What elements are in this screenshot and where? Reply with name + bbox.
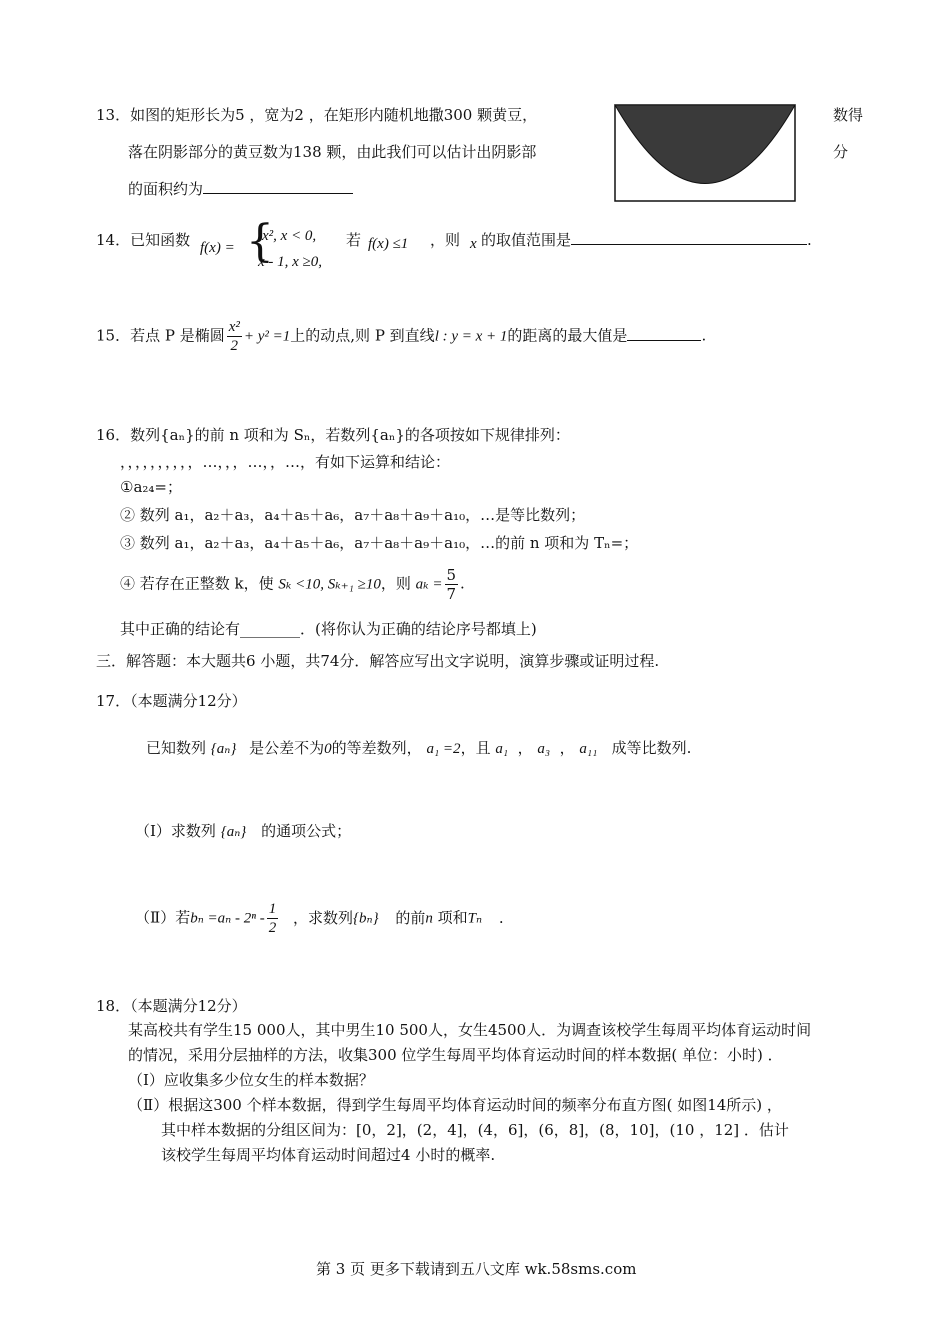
q17-part1-a: （Ⅰ）求数列 <box>135 822 216 840</box>
q13-line1-tail: 数得 <box>833 106 864 124</box>
q17-a1eq: a₁ =2 <box>426 741 461 757</box>
q18-line6: 该校学生每周平均体育运动时间超过4 小时的概率. <box>161 1146 496 1164</box>
q17-n: n <box>425 910 433 927</box>
q13-line2: 落在阴影部分的黄豆数为138 颗，由此我们可以估计出阴影部 <box>128 143 537 161</box>
q18-head: 18．（本题满分12分） <box>96 997 247 1015</box>
q17-half-num: 1 <box>268 901 277 917</box>
q17-part2-e: . <box>498 908 504 927</box>
q18-line1: 某高校共有学生15 000人，其中男生10 500人，女生4500人．为调查该校学生每周平均体育运动时间 <box>128 1021 812 1039</box>
q17-line1-c: 的等差数列， <box>331 739 422 757</box>
q17-seq: {aₙ} <box>210 741 237 757</box>
q18-line2: 的情况，采用分层抽样的方法，收集300 位学生每周平均体育运动时间的样本数据( 单位：小时) ． <box>128 1046 783 1064</box>
q16-line2: ，，，，，，，，，，…，，，…，，…，有如下运算和结论： <box>120 453 451 471</box>
q18-line4: （Ⅱ）根据这300 个样本数据，得到学生每周平均体育运动时间的频率分布直方图( 如图14所示) ， <box>128 1096 782 1114</box>
q17-part2-c: 的前 <box>395 908 426 927</box>
q13-line2-tail: 分 <box>833 143 849 161</box>
q17-Tn: Tₙ <box>467 910 483 927</box>
q17-part2-d: 项和 <box>437 908 468 927</box>
q15-fraction <box>227 318 242 355</box>
q13-line1: 13．如图的矩形长为5 ，宽为2 ，在矩形内随机地撒300 颗黄豆， <box>96 106 538 124</box>
answer-blank <box>203 179 353 194</box>
rectangle-figure <box>614 104 796 202</box>
q17-part2-b: ，求数列 <box>292 908 353 927</box>
q18-line5: 其中样本数据的分组区间为：[0，2]，(2，4]，(4，6]，(6，8]，(8，10]，(10 ，12] ．估计 <box>161 1121 789 1139</box>
answer-blank <box>571 230 807 245</box>
q17-a1: a₁ <box>495 741 509 757</box>
q15-den: 2 <box>230 338 239 354</box>
q17-half-den: 2 <box>268 920 277 936</box>
q16-item4 <box>120 566 465 603</box>
q13-line3 <box>128 179 353 199</box>
q14-post-text: 的取值范围是 <box>481 231 572 249</box>
q17-part1-seq: {aₙ} <box>220 824 247 840</box>
q16-item4-num: 5 <box>446 566 457 584</box>
q17-line1-d: ，且 <box>460 739 491 757</box>
q17-a11: a₁₁ <box>579 741 598 757</box>
q16-item4-end: . <box>460 574 465 593</box>
section3-heading: 三．解答题：本大题共6 小题，共74分．解答应写出文字说明，演算步骤或证明过程. <box>96 652 660 670</box>
q15-num: x² <box>228 319 240 335</box>
q17-line1-e: 成等比数列. <box>611 739 692 757</box>
q17-part2 <box>135 900 504 937</box>
q17-bseq: {bₙ} <box>353 910 379 927</box>
q17-zero: 0 <box>324 741 332 757</box>
q15-post: 的距离的最大值是 <box>507 326 628 345</box>
q15-line: 15．若点 P 是椭圆 $\frac{\text{x²}}{2}$ + y² =1上的动点,则 P 到直线l : y = x + 1的距离的最大值是 . <box>96 319 707 354</box>
q14-var: x <box>470 236 477 252</box>
q17-half <box>267 900 279 937</box>
q17-part2-a: （Ⅱ）若 <box>135 908 191 927</box>
q14-mid: 若 <box>346 231 362 249</box>
q14-case2: x - 1, x ≥0, <box>258 254 323 270</box>
q18-line3: （Ⅰ）应收集多少位女生的样本数据？ <box>128 1071 374 1089</box>
q17-head: 17．（本题满分12分） <box>96 692 247 710</box>
q14-mid2: ，则 <box>430 231 461 249</box>
q16-item2: ② 数列 a₁，a₂＋a₃，a₄＋a₅＋a₆，a₇＋a₈＋a₉＋a₁₀，…是等比数列； <box>120 506 586 524</box>
q16-item3: ③ 数列 a₁，a₂＋a₃，a₄＋a₅＋a₆，a₇＋a₈＋a₉＋a₁₀，…的前 n 项和为 Tₙ=； <box>120 534 639 552</box>
q17-line1-b: 是公差不为 <box>249 739 325 757</box>
q14-brace: { <box>246 216 274 267</box>
q16-item4-math: Sₖ <10, Sₖ₊₁ ≥10 <box>278 576 381 593</box>
q17-part1 <box>135 821 351 842</box>
q13-line3-text: 的面积约为 <box>128 180 204 198</box>
q16-item4-fraction <box>445 566 459 603</box>
q17-part1-b: 的通项公式； <box>261 822 352 840</box>
q15-pre: 15．若点 P 是椭圆 <box>96 326 225 345</box>
q14-cond: f(x) ≤1 <box>368 236 409 252</box>
answer-blank <box>627 326 701 341</box>
q16-item4-var: aₖ = <box>415 576 443 593</box>
q17-bn: bₙ =aₙ - 2ⁿ - <box>190 910 265 927</box>
q15-eq: + y² =1 <box>243 328 291 345</box>
q14-post: 的取值范围是 . <box>481 231 812 249</box>
q16-item4-pre: ④ 若存在正整数 k，使 <box>120 574 274 593</box>
q16-item4-den: 7 <box>446 585 457 603</box>
q16-item1: ①a₂₄=； <box>120 478 182 496</box>
q16-item4-mid: ，则 <box>380 574 411 593</box>
q15-line-eq: l : y = x + 1 <box>434 328 508 345</box>
q17-a3: a₃ <box>537 741 551 757</box>
q17-line1-a: 已知数列 <box>146 739 207 757</box>
page-footer: 第 3 页 更多下载请到五八文库 wk.58sms.com <box>316 1260 637 1278</box>
q16-line1: 16．数列{aₙ}的前 n 项和为 Sₙ，若数列{aₙ}的各项按如下规律排列： <box>96 426 570 444</box>
q14-fx: f(x) = <box>200 240 235 256</box>
q17-line1: 已知数列 {aₙ} 是公差不为0的等差数列， a₁ =2，且 a₁ ， a₃ ， a₁₁ 成等比数列. <box>146 739 692 757</box>
q14-pre: 14．已知函数 <box>96 231 191 249</box>
q16-conclusion: 其中正确的结论有________．(将你认为正确的结论序号都填上) <box>120 620 537 638</box>
q14-case1: x², x < 0, <box>262 228 317 244</box>
q15-mid: 上的动点,则 P 到直线 <box>290 326 435 345</box>
